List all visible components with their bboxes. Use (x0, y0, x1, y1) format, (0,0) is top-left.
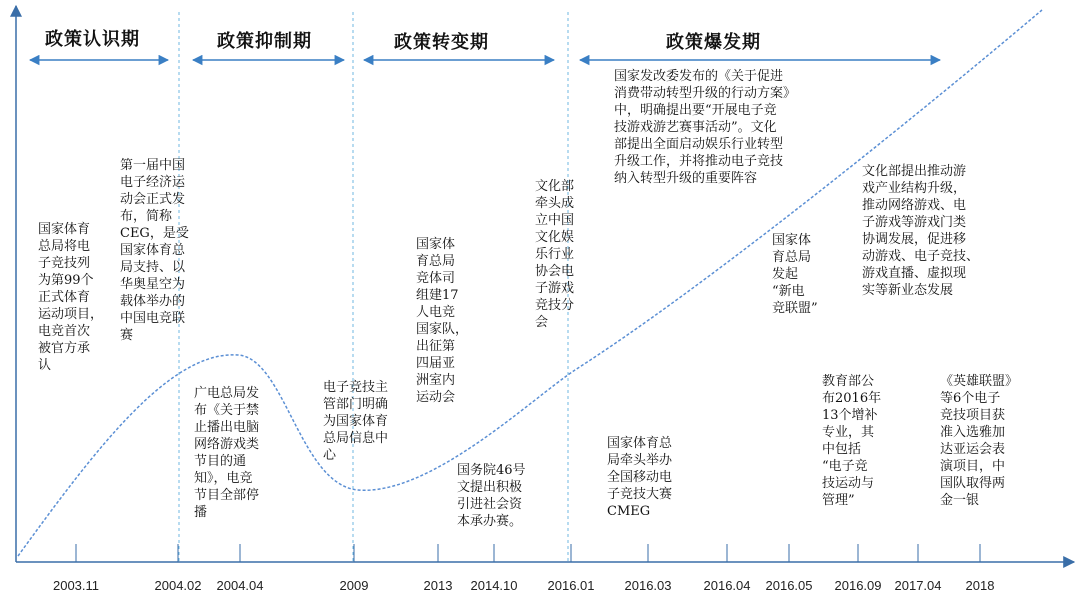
tick-label: 2013 (423, 578, 453, 593)
tick-label: 2016.01 (547, 578, 595, 593)
event-note: 电子竞技主 管部门明确 为国家体育 总局信息中 心 (323, 380, 389, 463)
tick-label: 2016.05 (765, 578, 813, 593)
phase-label-transition: 政策转变期 (394, 32, 489, 53)
event-note: 第一届中国 电子经济运 动会正式发 布，简称 CEG，是受 国家体育总 局支持、以 华奥星空为 载体举办的 中国电竞联 赛 (120, 158, 189, 343)
event-note: 文化部提出推动游 戏产业结构升级， 推动网络游戏、电 子游戏等游戏门类 协调发展，促进移 动游戏、电子竞技、 游戏直播、虚拟现 实等新业态发展 (862, 164, 980, 298)
phase-label-suppression: 政策抑制期 (217, 31, 312, 52)
tick-label: 2016.03 (624, 578, 672, 593)
tick-label: 2016.09 (834, 578, 882, 593)
tick-label: 2004.04 (216, 578, 264, 593)
phase-label-explosion: 政策爆发期 (666, 32, 761, 53)
event-note: 教育部公 布2016年 13个增补 专业，其 中包括 “电子竞 技运动与 管理” (822, 374, 882, 508)
tick-label: 2003.11 (52, 578, 100, 593)
event-note: 国家体 育总局 发起 “新电 竞联盟” (772, 233, 818, 316)
tick-label: 2009 (339, 578, 369, 593)
phase-label-recognition: 政策认识期 (45, 29, 140, 50)
tick-label: 2004.02 (154, 578, 202, 593)
event-note: 文化部 牵头成 立中国 文化娱 乐行业 协会电 子游戏 竞技分 会 (535, 179, 575, 330)
event-note: 国务院46号 文提出积极 引进社会资 本承办赛。 (457, 463, 526, 529)
tick-marks (76, 544, 980, 562)
tick-label: 2016.04 (703, 578, 751, 593)
tick-label: 2017.04 (894, 578, 942, 593)
event-note: 国家体 育总局 竞体司 组建17 人电竞 国家队， 出征第 四届亚 洲室内 运动会 (416, 237, 469, 405)
event-note: 广电总局发 布《关于禁 止播出电脑 网络游戏类 节目的通 知》，电竞 节目全部停 播 (194, 386, 260, 520)
event-note: 国家体育总 局牵头举办 全国移动电 子竞技大赛 CMEG (607, 436, 673, 519)
event-note: 国家发改委发布的《关于促进 消费带动转型升级的行动方案》 中，明确提出要“开展电子竞 技游戏游艺赛事活动”。文化 部提出全面启动娱乐行业转型 升级工作，并将推动电子竞技 纳入转型升级的重要阵容 (614, 69, 797, 186)
event-note: 国家体育 总局将电 子竞技列 为第99个 正式体育 运动项目， 电竞首次 被官方承 认 (38, 222, 104, 373)
event-note: 《英雄联盟》 等6个电子 竞技项目获 准入选雅加 达亚运会表 演项目，中 国队取得两 金一银 (940, 374, 1019, 508)
tick-label: 2018 (965, 578, 995, 593)
tick-label: 2014.10 (470, 578, 518, 593)
